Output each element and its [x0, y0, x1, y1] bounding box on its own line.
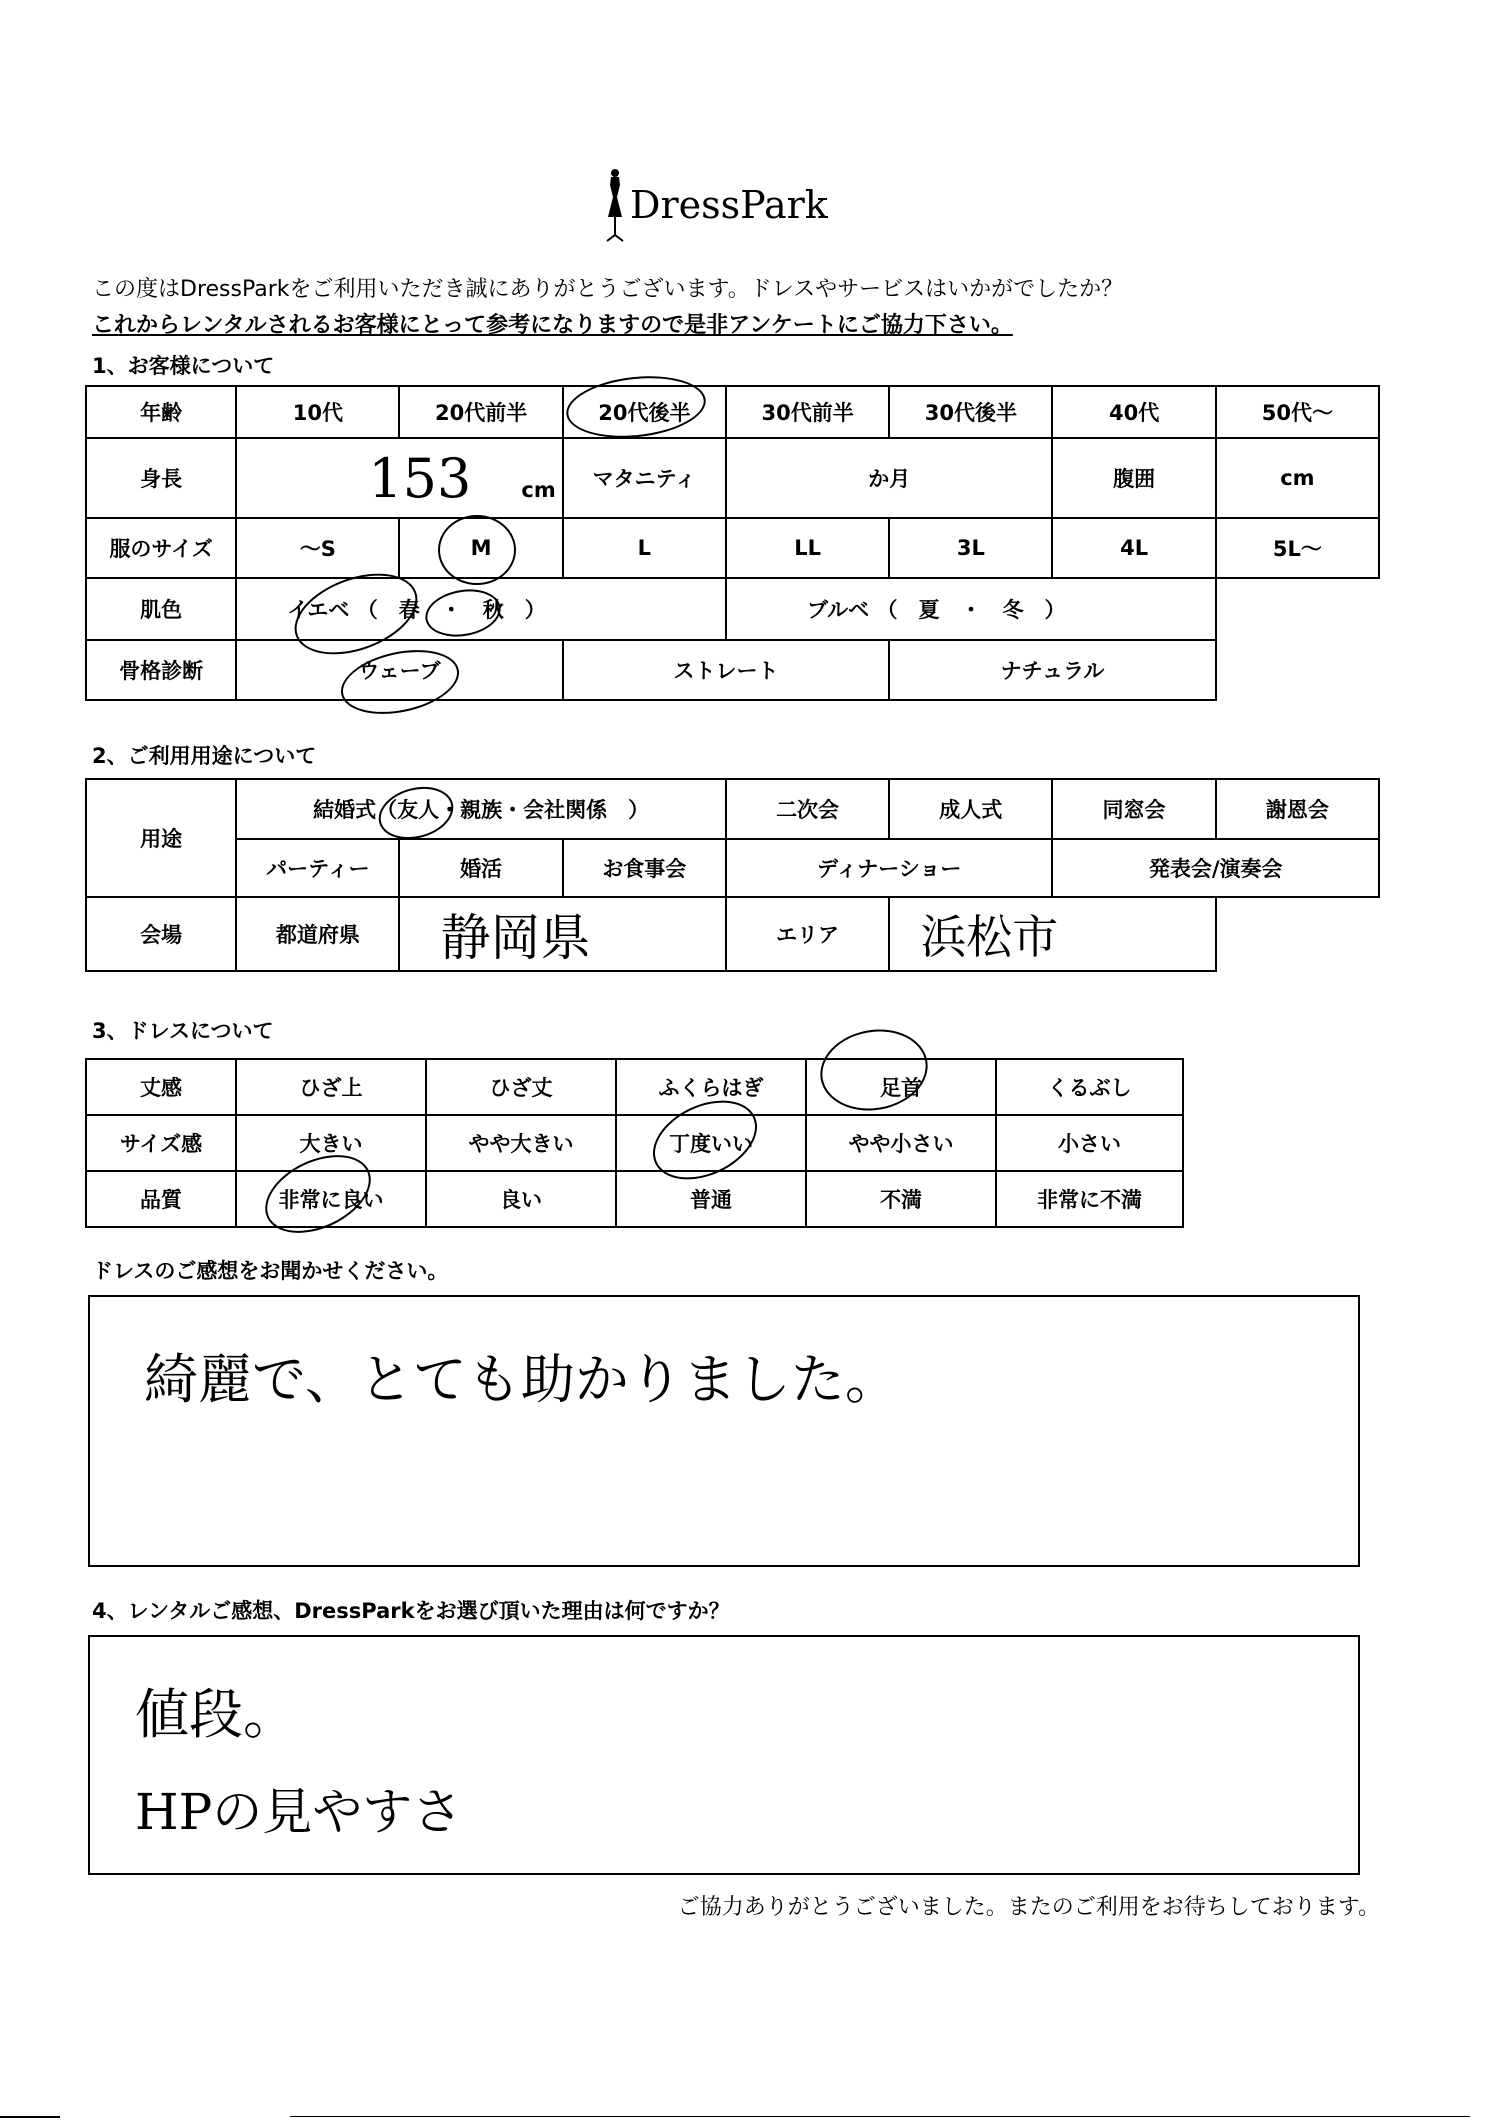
length-option[interactable]: ふくらはぎ — [616, 1059, 806, 1115]
purpose-label: 用途 — [86, 779, 236, 897]
skin-yellow-option[interactable] — [236, 578, 726, 640]
area-value: 浜松市 — [920, 910, 1059, 964]
intro-text: この度はDressParkをご利用いただき誠にありがとうございます。ドレスやサービスはいかがでしたか？ — [92, 277, 1124, 302]
skin-yellow-seasons: （ 春 ・ 秋 ） — [356, 598, 546, 622]
wedding-option[interactable]: 結婚式（友人・親族・会社関係 ） — [236, 779, 726, 839]
area-label: エリア — [726, 897, 889, 971]
height-unit: cm — [521, 477, 556, 502]
area-field[interactable] — [889, 897, 1215, 971]
section3-title: 3、ドレスについて — [92, 1019, 274, 1043]
divider — [0, 2116, 60, 2118]
comment-prompt: ドレスのご感想をお聞かせください。 — [92, 1259, 449, 1283]
venue-label: 会場 — [86, 897, 236, 971]
purpose-option[interactable]: 発表会/演奏会 — [1052, 839, 1379, 897]
size-option[interactable]: L — [563, 518, 726, 578]
fit-option[interactable]: 大きい — [236, 1115, 426, 1171]
maternity-label: マタニティ — [563, 438, 726, 518]
size-option[interactable]: 4L — [1052, 518, 1215, 578]
prefecture-field[interactable] — [399, 897, 726, 971]
frame-option[interactable]: ストレート — [563, 640, 890, 700]
empty-cell — [1216, 640, 1379, 700]
dress-form-icon — [600, 167, 630, 243]
age-option[interactable]: 30代後半 — [889, 386, 1052, 438]
purpose-option[interactable]: パーティー — [236, 839, 399, 897]
maternity-field[interactable] — [726, 438, 1053, 518]
purpose-option[interactable]: お食事会 — [563, 839, 726, 897]
maternity-unit: か月 — [868, 467, 911, 491]
purpose-table — [85, 778, 1380, 972]
skin-yellow-label: イエベ — [287, 598, 350, 622]
section2-title: 2、ご利用用途について — [92, 744, 317, 768]
height-label: 身長 — [86, 438, 236, 518]
quality-option[interactable]: 普通 — [616, 1171, 806, 1227]
purpose-option[interactable]: 二次会 — [726, 779, 889, 839]
age-option[interactable]: 30代前半 — [726, 386, 889, 438]
size-option[interactable]: 3L — [889, 518, 1052, 578]
skin-blue-seasons: （ 夏 ・ 冬 ） — [876, 598, 1066, 622]
age-label: 年齢 — [86, 386, 236, 438]
reason-line2: HPの見やすさ — [135, 1783, 463, 1841]
fit-option-selected[interactable]: 丁度いい — [616, 1115, 806, 1171]
quality-label: 品質 — [86, 1171, 236, 1227]
length-option[interactable]: ひざ丈 — [426, 1059, 616, 1115]
thanks-message: ご協力ありがとうございました。またのご利用をお待ちしております。 — [677, 1895, 1380, 1920]
fit-option[interactable]: やや大きい — [426, 1115, 616, 1171]
brand-name: DressPark — [630, 183, 828, 227]
quality-option[interactable]: 非常に不満 — [996, 1171, 1183, 1227]
purpose-option[interactable]: 謝恩会 — [1216, 779, 1379, 839]
reason-line1: 値段。 — [135, 1683, 297, 1746]
purpose-option[interactable]: 婚活 — [399, 839, 562, 897]
purpose-option[interactable]: ディナーショー — [726, 839, 1052, 897]
size-option[interactable]: ～S — [236, 518, 399, 578]
frame-label: 骨格診断 — [86, 640, 236, 700]
section1-title: 1、お客様について — [92, 354, 275, 378]
age-option[interactable]: 20代前半 — [399, 386, 562, 438]
skin-blue-option[interactable] — [726, 578, 1216, 640]
length-option[interactable]: くるぶし — [996, 1059, 1183, 1115]
dress-table — [85, 1058, 1184, 1228]
skin-blue-label: ブルベ — [806, 598, 870, 622]
height-value: 153 — [368, 446, 472, 510]
size-label: 服のサイズ — [86, 518, 236, 578]
fit-label: サイズ感 — [86, 1115, 236, 1171]
prefecture-label: 都道府県 — [236, 897, 399, 971]
customer-table — [85, 385, 1380, 701]
height-field[interactable] — [236, 438, 563, 518]
skin-label: 肌色 — [86, 578, 236, 640]
comment-text: 綺麗で、とても助かりました。 — [144, 1348, 899, 1411]
frame-option-selected[interactable]: ウェーブ — [236, 640, 563, 700]
length-option[interactable]: ひざ上 — [236, 1059, 426, 1115]
fit-option[interactable]: 小さい — [996, 1115, 1183, 1171]
size-option[interactable]: LL — [726, 518, 889, 578]
frame-option[interactable]: ナチュラル — [889, 640, 1216, 700]
purpose-option[interactable]: 成人式 — [889, 779, 1052, 839]
age-option[interactable]: 10代 — [236, 386, 399, 438]
age-option-selected[interactable]: 20代後半 — [563, 386, 726, 438]
prefecture-value: 静岡県 — [440, 909, 591, 967]
logo — [600, 165, 828, 245]
quality-option[interactable]: 不満 — [806, 1171, 996, 1227]
empty-cell — [1216, 578, 1379, 640]
fit-option[interactable]: やや小さい — [806, 1115, 996, 1171]
waist-unit: cm — [1280, 466, 1315, 490]
divider — [290, 2116, 1470, 2117]
comment-box[interactable] — [88, 1295, 1360, 1567]
size-option[interactable]: 5L～ — [1216, 518, 1379, 578]
purpose-option[interactable]: 同窓会 — [1052, 779, 1215, 839]
intro-request: これからレンタルされるお客様にとって参考になりますので是非アンケートにご協力下さい。 — [92, 313, 1013, 338]
quality-option[interactable]: 良い — [426, 1171, 616, 1227]
empty-cell — [1216, 897, 1379, 971]
section4-title: 4、レンタルご感想、DressParkをお選び頂いた理由は何ですか？ — [92, 1599, 730, 1623]
age-option[interactable]: 40代 — [1052, 386, 1215, 438]
size-option-selected[interactable]: M — [399, 518, 562, 578]
reason-box[interactable] — [88, 1635, 1360, 1875]
length-option-selected[interactable]: 足首 — [806, 1059, 996, 1115]
waist-field[interactable] — [1216, 438, 1379, 518]
length-label: 丈感 — [86, 1059, 236, 1115]
quality-option-selected[interactable]: 非常に良い — [236, 1171, 426, 1227]
age-option[interactable]: 50代～ — [1216, 386, 1379, 438]
waist-label: 腹囲 — [1052, 438, 1215, 518]
